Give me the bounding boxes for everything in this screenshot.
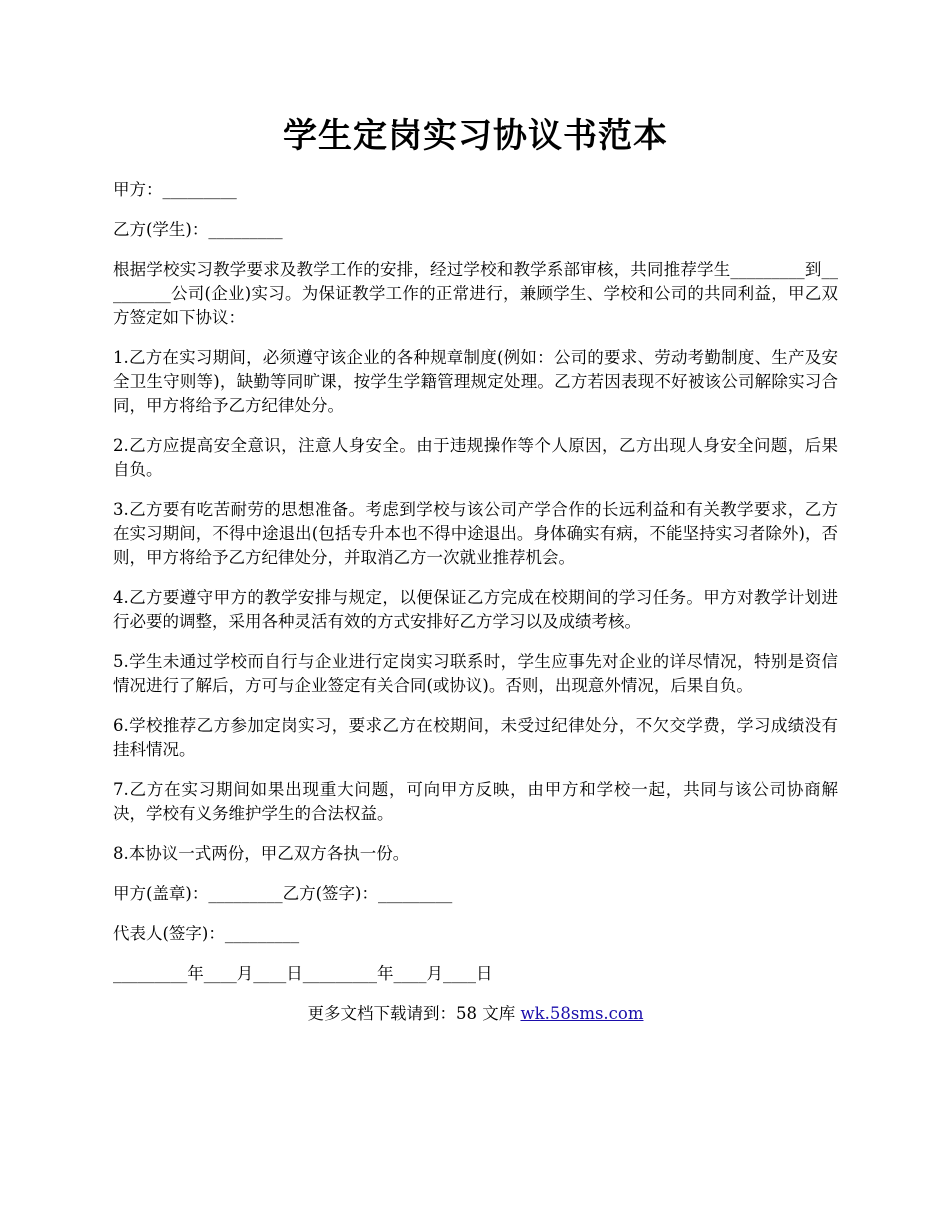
clause-5: 5.学生未通过学校而自行与企业进行定岗实习联系时，学生应事先对企业的详尽情况，特别是资信情况进行了解后，方可与企业签定有关合同(或协议)。否则，出现意外情况，后果自负。 <box>113 652 838 695</box>
clause-4: 4.乙方要遵守甲方的教学安排与规定，以便保证乙方完成在校期间的学习任务。甲方对教学计划进行必要的调整，采用各种灵活有效的方式安排好乙方学习以及成绩考核。 <box>113 588 838 631</box>
intro-paragraph: 根据学校实习教学要求及教学工作的安排，经过学校和教学系部审核，共同推荐学生_________到_________公司(企业)实习。为保证教学工作的正常进行，兼顾学生、学校和公司的共同利益，甲乙双方签定如下协议： <box>113 260 838 327</box>
date-line: _________年____月____日_________年____月____日 <box>113 964 493 983</box>
clause-7: 7.乙方在实习期间如果出现重大问题，可向甲方反映，由甲方和学校一起，共同与该公司协商解决，学校有义务维护学生的合法权益。 <box>113 780 838 823</box>
representative-line: 代表人(签字)：_________ <box>113 924 300 943</box>
signature-line: 甲方(盖章)：_________乙方(签字)：_________ <box>113 884 453 903</box>
document-title: 学生定岗实习协议书范本 <box>283 116 668 156</box>
party-a-line: 甲方：_________ <box>113 180 237 199</box>
footer-link[interactable]: wk.58sms.com <box>520 1004 644 1023</box>
footer <box>113 1002 838 1026</box>
document-page <box>113 108 838 1026</box>
footer-text: 更多文档下载请到：58 文库 <box>307 1004 521 1023</box>
clause-1: 1.乙方在实习期间，必须遵守该企业的各种规章制度(例如：公司的要求、劳动考勤制度、生产及安全卫生守则等)，缺勤等同旷课，按学生学籍管理规定处理。乙方若因表现不好被该公司解除实习合同，甲方将给予乙方纪律处分。 <box>113 348 838 415</box>
clause-3: 3.乙方要有吃苦耐劳的思想准备。考虑到学校与该公司产学合作的长远利益和有关教学要求，乙方在实习期间，不得中途退出(包括专升本也不得中途退出。身体确实有病，不能坚持实习者除外)，否则，甲方将给予乙方纪律处分，并取消乙方一次就业推荐机会。 <box>113 500 838 567</box>
party-b-line: 乙方(学生)：_________ <box>113 220 283 239</box>
clause-2: 2.乙方应提高安全意识，注意人身安全。由于违规操作等个人原因，乙方出现人身安全问题，后果自负。 <box>113 436 838 479</box>
clause-8: 8.本协议一式两份，甲乙双方各执一份。 <box>113 844 410 863</box>
clause-6: 6.学校推荐乙方参加定岗实习，要求乙方在校期间，未受过纪律处分，不欠交学费，学习成绩没有挂科情况。 <box>113 716 838 759</box>
